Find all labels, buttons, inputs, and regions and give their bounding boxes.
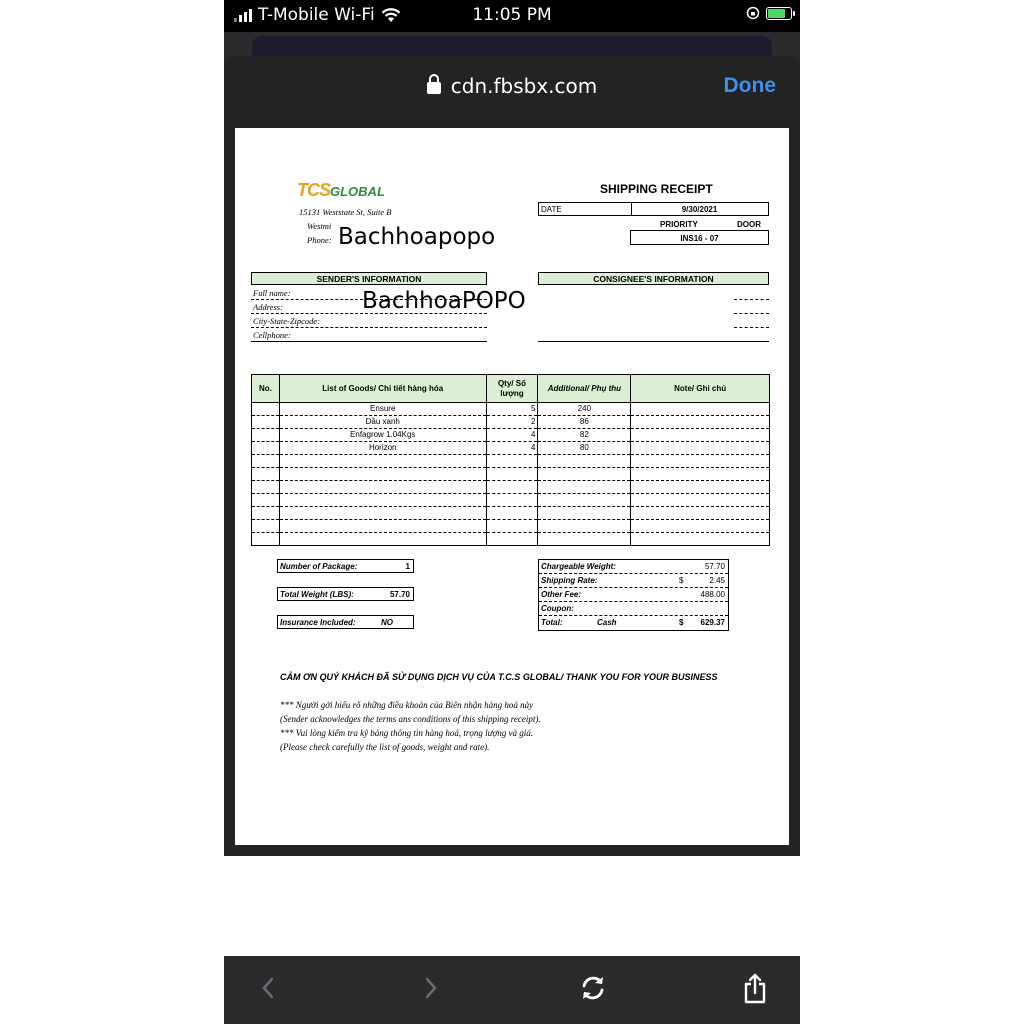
summary-row xyxy=(539,588,728,602)
note-line: (Sender acknowledges the terms ans conditions of this shipping receipt). xyxy=(280,714,541,724)
phone-screen xyxy=(224,0,800,856)
item-additional: 82 xyxy=(538,429,631,442)
item-name: Dầu xanh xyxy=(279,416,486,429)
col-qty: Qty/ Số lượng xyxy=(486,375,538,403)
charges-summary xyxy=(538,559,729,631)
summary-row xyxy=(539,574,728,588)
refresh-button[interactable] xyxy=(571,968,615,1008)
sender-field: City-State-Zipcode: xyxy=(251,314,487,328)
phone-label: Phone: xyxy=(307,235,332,245)
sender-field: Cellphone: xyxy=(251,328,487,342)
web-view-sheet xyxy=(224,56,800,856)
total-value: 629.37 xyxy=(700,618,725,627)
package-count-value: 1 xyxy=(405,562,410,571)
table-row xyxy=(252,455,770,468)
package-count-label: Number of Package: xyxy=(280,562,358,571)
consignee-fields xyxy=(538,286,769,342)
summary-row xyxy=(539,602,728,616)
total-weight-label: Total Weight (LBS): xyxy=(280,590,354,599)
table-row xyxy=(252,481,770,494)
package-count-box xyxy=(277,559,414,573)
url-bar xyxy=(224,56,800,118)
note-line: *** Người gởi hiểu rõ những điều khoản của Biên nhận hàng hoá này xyxy=(280,700,534,710)
note-line: *** Vui lòng kiểm tra kỹ bảng thông tin hàng hoá, trọng lượng và giá. xyxy=(280,728,534,738)
chargeable-weight-value: 57.70 xyxy=(704,562,725,571)
item-name: Horizon xyxy=(279,442,486,455)
door-label: DOOR xyxy=(737,220,761,229)
table-row xyxy=(252,533,770,546)
sender-field: Address: xyxy=(251,300,487,314)
receipt-document xyxy=(235,128,789,845)
note-line: (Please check carefully the list of goods, weight and rate). xyxy=(280,742,490,752)
done-button[interactable]: Done xyxy=(723,74,776,97)
table-header-row xyxy=(252,375,770,403)
item-qty: 5 xyxy=(486,403,538,416)
date-value: 9/30/2021 xyxy=(681,205,718,214)
total-weight-value: 57.70 xyxy=(389,590,410,599)
col-no: No. xyxy=(252,375,280,403)
summary-row xyxy=(539,616,728,630)
item-name: Enfagrow 1.04Kgs xyxy=(279,429,486,442)
item-qty: 2 xyxy=(486,416,538,429)
shipping-rate-label: Shipping Rate: xyxy=(541,576,598,585)
status-icons xyxy=(746,6,792,20)
other-fee-label: Other Fee: xyxy=(541,590,582,599)
table-row xyxy=(252,468,770,481)
item-additional: 86 xyxy=(538,416,631,429)
lock-icon xyxy=(427,82,441,94)
coupon-label: Coupon: xyxy=(541,604,574,613)
col-goods: List of Goods/ Chi tiết hàng hóa xyxy=(279,375,486,403)
col-additional: Additional/ Phụ thu xyxy=(538,375,631,403)
refresh-icon xyxy=(578,973,608,1003)
rotation-lock-icon xyxy=(746,6,760,20)
url-display[interactable] xyxy=(224,74,800,98)
address-line-1: 15131 Weststate St, Suite B xyxy=(299,207,392,217)
total-weight-box xyxy=(277,587,414,601)
battery-icon xyxy=(766,7,792,20)
insurance-label: Insurance Included: xyxy=(280,618,356,627)
browser-toolbar xyxy=(224,956,800,1024)
sender-header: SENDER'S INFORMATION xyxy=(251,272,487,285)
back-button[interactable] xyxy=(246,968,290,1008)
goods-table xyxy=(251,374,770,546)
insurance-box xyxy=(277,615,414,629)
service-type xyxy=(630,217,769,231)
overlay-name-1: Bachhoapopo xyxy=(338,224,496,250)
col-note: Note/ Ghi chú xyxy=(631,375,770,403)
item-additional: 80 xyxy=(538,442,631,455)
forward-button[interactable] xyxy=(409,968,453,1008)
currency-symbol: $ xyxy=(679,618,684,627)
receipt-title: SHIPPING RECEIPT xyxy=(600,182,713,196)
status-bar xyxy=(224,0,800,32)
receipt-code: INS16 - 07 xyxy=(630,231,769,245)
table-row xyxy=(252,403,770,416)
item-qty: 4 xyxy=(486,442,538,455)
table-row xyxy=(252,520,770,533)
table-row xyxy=(252,429,770,442)
url-text: cdn.fbsbx.com xyxy=(450,74,598,98)
table-row xyxy=(252,416,770,429)
logo-tcs-text: TCS xyxy=(297,180,330,200)
item-name: Ensure xyxy=(279,403,486,416)
insurance-value: NO xyxy=(381,618,393,627)
share-icon xyxy=(742,972,768,1004)
currency-symbol: $ xyxy=(679,576,684,585)
date-box xyxy=(538,202,769,216)
tcs-logo xyxy=(297,180,385,201)
table-row xyxy=(252,507,770,520)
table-row xyxy=(252,494,770,507)
item-qty: 4 xyxy=(486,429,538,442)
overlay-name-2: BachhoaPOPO xyxy=(362,288,526,314)
summary-row xyxy=(539,560,728,574)
chargeable-weight-label: Chargeable Weight: xyxy=(541,562,616,571)
priority-label: PRIORITY xyxy=(660,220,698,229)
consignee-header: CONSIGNEE'S INFORMATION xyxy=(538,272,769,285)
chevron-right-icon xyxy=(424,976,438,1000)
address-line-2: Westmi xyxy=(307,221,332,231)
sender-field: Full name: xyxy=(251,286,487,300)
payment-method: Cash xyxy=(597,618,617,627)
other-fee-value: 488.00 xyxy=(700,590,725,599)
share-button[interactable] xyxy=(733,968,777,1008)
logo-global-text: GLOBAL xyxy=(330,184,385,199)
chevron-left-icon xyxy=(261,976,275,1000)
clock: 11:05 PM xyxy=(472,5,552,25)
item-additional: 240 xyxy=(538,403,631,416)
carrier-label: T-Mobile Wi-Fi xyxy=(258,5,375,25)
terms-notes xyxy=(280,698,541,754)
total-label: Total: xyxy=(541,618,563,627)
thank-you-note: CẢM ƠN QUÝ KHÁCH ĐÃ SỬ DỤNG DỊCH VỤ CỦA T.C.S GLOBAL/ THANK YOU FOR YOUR BUSINESS xyxy=(280,672,718,682)
table-row xyxy=(252,442,770,455)
date-label: DATE xyxy=(541,205,562,214)
shipping-rate-value: 2.45 xyxy=(709,576,725,585)
